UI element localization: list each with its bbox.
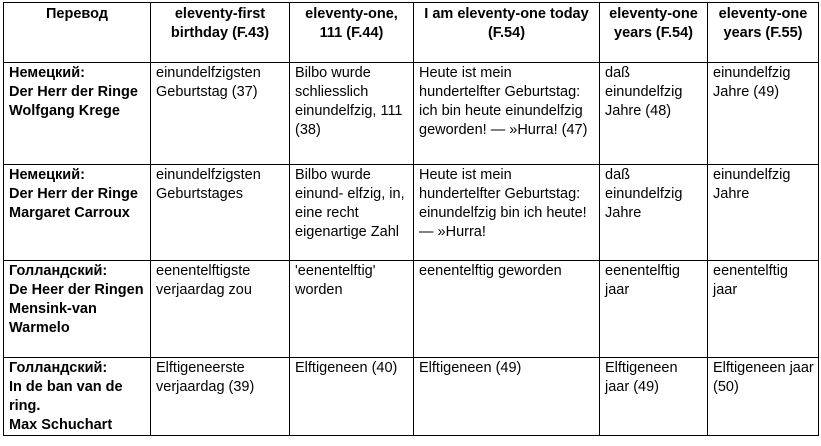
table-cell: Elftigeneen (49) — [414, 358, 600, 436]
table-cell: Heute ist mein hundertelfter Geburtstag: einundelfzig bin ich heute! — »Hurra! — [414, 165, 600, 261]
table-row — [4, 63, 819, 165]
source-title: Der Herr der Ringe — [9, 186, 138, 202]
table-row — [4, 165, 819, 261]
header-translation: Перевод — [4, 3, 151, 63]
table-cell: einundelfzig Jahre (49) — [708, 63, 819, 165]
table-cell: Heute ist mein hundertelfter Geburtstag: ich bin heute einundelfzig geworden! — »Hurra! (47) — [414, 63, 600, 165]
source-language: Голландский: — [9, 360, 108, 376]
source-translator: Wolfgang Krege — [9, 103, 120, 119]
source-title: In de ban van de ring. — [9, 379, 123, 414]
table-cell: Elftigeneen jaar (49) — [600, 358, 708, 436]
translations-table — [3, 2, 819, 436]
table-cell: eenentelftig jaar — [600, 261, 708, 358]
table-cell: daß einundelfzig Jahre — [600, 165, 708, 261]
table-cell: Elftigeneen jaar (50) — [708, 358, 819, 436]
header-eleventy-one-years-f54: eleventy-one years (F.54) — [600, 3, 708, 63]
header-eleventy-first-birthday: eleventy-first birthday (F.43) — [151, 3, 290, 63]
source-language: Немецкий: — [9, 167, 85, 183]
source-translator: Margaret Carroux — [9, 205, 130, 221]
table-cell: einundelfzigsten Geburtstag (37) — [151, 63, 290, 165]
source-title: De Heer der Ringen — [9, 282, 144, 298]
source-cell — [4, 63, 151, 165]
table-cell: eenentelftigste verjaardag zou — [151, 261, 290, 358]
table-cell: Elftigeneerste verjaardag (39) — [151, 358, 290, 436]
source-translator: Mensink-van Warmelo — [9, 301, 97, 336]
table-row — [4, 261, 819, 358]
table-cell: daß einundelfzig Jahre (48) — [600, 63, 708, 165]
header-eleventy-one-years-f55: eleventy-one years (F.55) — [708, 3, 819, 63]
table-cell: Bilbo wurde einund- elfzig, in, eine recht eigenartige Zahl — [290, 165, 414, 261]
source-title: Der Herr der Ringe — [9, 84, 138, 100]
table-row — [4, 358, 819, 436]
header-i-am-eleventy-one-today: I am eleventy-one today (F.54) — [414, 3, 600, 63]
source-language: Голландский: — [9, 263, 108, 279]
source-translator: Max Schuchart — [9, 417, 113, 433]
table-cell: 'eenentelftig' worden — [290, 261, 414, 358]
header-eleventy-one-111: eleventy-one, 111 (F.44) — [290, 3, 414, 63]
source-cell — [4, 358, 151, 436]
table-cell: Bilbo wurde schliesslich einundelfzig, 111 (38) — [290, 63, 414, 165]
table-cell: eenentelftig jaar — [708, 261, 819, 358]
table-cell: einundelfzig Jahre — [708, 165, 819, 261]
source-cell — [4, 261, 151, 358]
header-row — [4, 3, 819, 63]
table-cell: Elftigeneen (40) — [290, 358, 414, 436]
table-cell: eenentelftig geworden — [414, 261, 600, 358]
source-language: Немецкий: — [9, 65, 85, 81]
source-cell — [4, 165, 151, 261]
table-cell: einundelfzigsten Geburtstages — [151, 165, 290, 261]
